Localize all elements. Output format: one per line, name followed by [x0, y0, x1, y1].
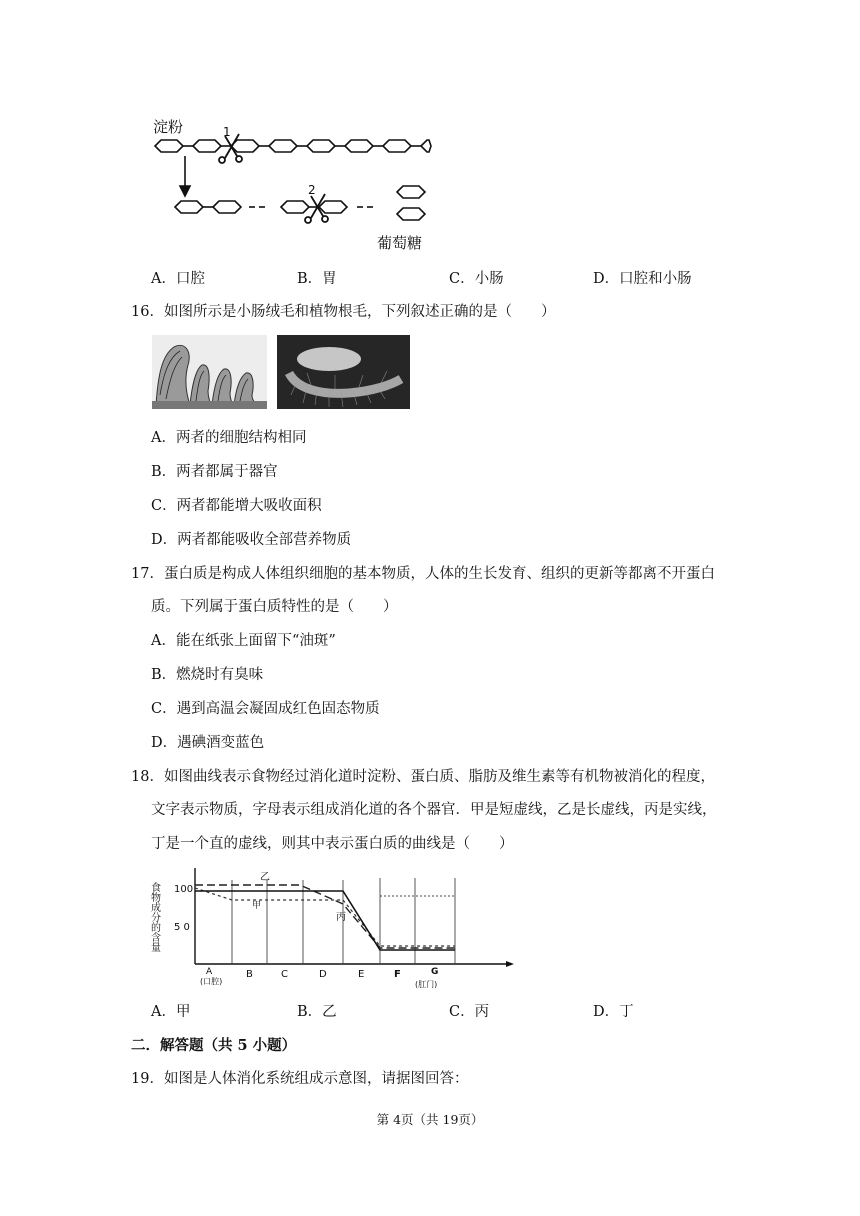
option-d[interactable]: D．口腔和小肠: [593, 271, 692, 287]
curve-yi: [195, 885, 455, 948]
x-tick-label: C: [281, 969, 288, 980]
starch-chain: [155, 140, 431, 152]
maltose-chain: [175, 186, 425, 220]
question-16-stem: 16．如图所示是小肠绒毛和植物根毛，下列叙述正确的是（ ）: [131, 304, 556, 320]
x-tick-label: F: [394, 969, 401, 980]
x-tick-sublabel: (肛门): [415, 980, 438, 989]
question-17-stem-line2: 质。下列属于蛋白质特性的是（ ）: [151, 599, 398, 615]
option-b[interactable]: B．胃: [297, 271, 337, 287]
arrow-down-icon: [180, 156, 190, 196]
cut-number-1: 1: [223, 125, 231, 139]
option-c[interactable]: C．小肠: [449, 271, 504, 287]
curve-label-yi: 乙: [260, 872, 270, 883]
intestinal-villi-image: [152, 335, 267, 409]
starch-digestion-figure: [145, 112, 445, 257]
option-b[interactable]: B．乙: [297, 1004, 337, 1020]
section-title: 二．解答题（共 5 小题）: [131, 1037, 297, 1054]
question-18-stem-line2: 文字表示物质，字母表示组成消化道的各个器官．甲是短虚线，乙是长虚线，丙是实线，: [151, 802, 717, 818]
x-tick-label: A: [206, 967, 213, 977]
root-hair-image: [277, 335, 410, 409]
option-c[interactable]: C．遇到高温会凝固成红色固态物质: [151, 701, 380, 717]
option-b[interactable]: B．两者都属于器官: [151, 464, 278, 480]
x-tick-label: D: [319, 969, 327, 980]
option-d[interactable]: D．丁: [593, 1004, 634, 1020]
option-a[interactable]: A．甲: [151, 1004, 191, 1020]
y-tick-label: 5 0: [174, 922, 190, 933]
option-b[interactable]: B．燃烧时有臭味: [151, 667, 264, 683]
page-footer: 第 4页（共 19页）: [376, 1112, 484, 1127]
option-d[interactable]: D．遇碘酒变蓝色: [151, 735, 265, 751]
question-17-stem-line1: 17．蛋白质是构成人体组织细胞的基本物质，人体的生长发育、组织的更新等都离不开蛋白: [131, 566, 715, 582]
curve-label-bing: 丙: [336, 912, 346, 923]
question-19-stem: 19．如图是人体消化系统组成示意图，请据图回答：: [131, 1071, 469, 1087]
curve-label-jia: 甲: [252, 901, 262, 911]
x-tick-label: E: [358, 969, 365, 980]
x-tick-label: B: [246, 969, 253, 980]
starch-label: 淀粉: [153, 118, 184, 136]
digestion-curve-chart: [140, 860, 520, 995]
option-d[interactable]: D．两者都能吸收全部营养物质: [151, 532, 352, 548]
glucose-label: 葡萄糖: [377, 234, 423, 252]
y-tick-label: 100: [174, 884, 194, 895]
y-axis-label: 食物成分的含量: [148, 882, 160, 952]
question-18-stem-line3: 丁是一个直的虚线，则其中表示蛋白质的曲线是（ ）: [151, 836, 514, 852]
curve-bing: [195, 891, 455, 950]
x-tick-label: G: [431, 967, 439, 977]
option-a[interactable]: A．两者的细胞结构相同: [151, 430, 307, 446]
cut-number-2: 2: [308, 183, 316, 197]
x-tick-sublabel: (口腔): [200, 977, 223, 986]
option-a[interactable]: A．口腔: [151, 271, 205, 287]
question-18-stem-line1: 18．如图曲线表示食物经过消化道时淀粉、蛋白质、脂肪及维生素等有机物被消化的程度，: [131, 769, 715, 785]
option-c[interactable]: C．两者都能增大吸收面积: [151, 498, 322, 514]
option-a[interactable]: A．能在纸张上面留下“油斑”: [151, 633, 336, 649]
option-c[interactable]: C．丙: [449, 1004, 490, 1020]
